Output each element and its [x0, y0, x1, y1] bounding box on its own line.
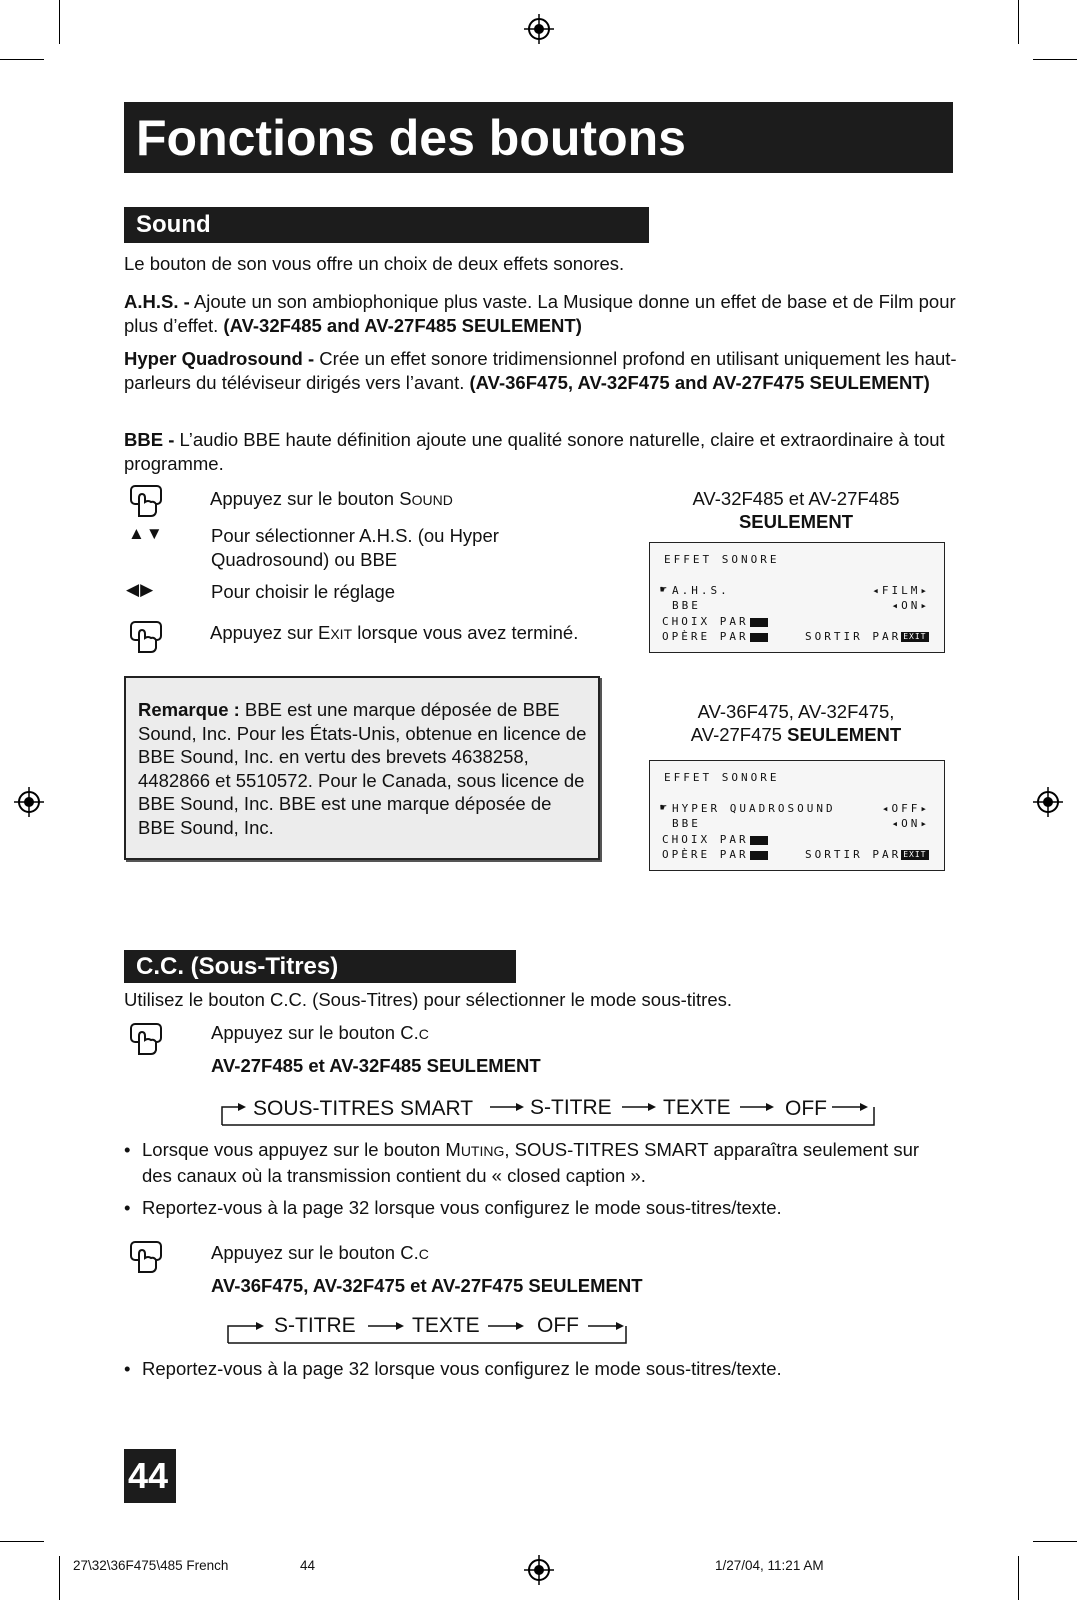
press-button-hand-icon [128, 484, 164, 518]
flow-item: SOUS-TITRES SMART [253, 1097, 474, 1120]
hq-text: Crée un effet sonore tridimensionnel profond en utilisant uniquement les haut-parleurs du téléviseur dirigés vers l’avant. [124, 348, 957, 393]
page-number-badge [124, 1449, 176, 1503]
press-button-hand-icon [128, 1240, 164, 1274]
registration-mark-icon [1033, 787, 1063, 817]
bbe-text: L’audio BBE haute définition ajoute une qualité sonore naturelle, claire et extraordinaire à tout programme. [124, 429, 945, 474]
crop-mark [0, 1541, 44, 1542]
flow-item: S-TITRE [274, 1314, 356, 1337]
ahs-term: A.H.S. - [124, 291, 190, 312]
registration-mark-icon [524, 14, 554, 44]
registration-mark-icon [14, 787, 44, 817]
page-number: 44 [128, 1455, 169, 1496]
sound-intro: Le bouton de son vous offre un choix de deux effets sonores. [124, 253, 625, 274]
section-heading-bar [124, 207, 649, 243]
press-button-hand-icon [128, 620, 164, 654]
bbe-paragraph [124, 428, 964, 475]
menu-pointer-icon: ☛ [660, 583, 670, 596]
crop-mark [1018, 1556, 1019, 1600]
crop-mark [59, 0, 60, 44]
up-down-arrow-icon: ▲▼ [128, 524, 164, 543]
screen-caption: AV-32F485 et AV-27F485 SEULEMENT [692, 488, 900, 532]
crop-mark [0, 59, 44, 60]
hq-term: Hyper Quadrosound - [124, 348, 315, 369]
ahs-text: Ajoute un son ambiophonique plus vaste. La Musique donne un effet de base et de Film pour plus d’effet. [124, 291, 956, 336]
step-press-cc: Appuyez sur le bouton C.C [211, 1022, 429, 1043]
crop-mark [1033, 59, 1077, 60]
page-title: Fonctions des boutons [136, 110, 686, 166]
cc-intro: Utilisez le bouton C.C. (Sous-Titres) pour sélectionner le mode sous-titres. [124, 989, 732, 1010]
crop-mark [59, 1556, 60, 1600]
page-title-bar [124, 102, 953, 173]
step-press-sound: Appuyez sur le bouton SOUND [210, 488, 453, 509]
note-box [124, 676, 600, 860]
section-heading-cc: C.C. (Sous-Titres) [136, 953, 339, 980]
registration-mark-icon [524, 1555, 554, 1585]
step-press-cc: Appuyez sur le bouton C.C [211, 1242, 429, 1263]
left-right-key-icon [750, 633, 768, 642]
tv-menu-screen-hyper-quadrosound: EFFET SONORE ☛ HYPER QUADROSOUND ◂OFF▸ BBE ◂ON▸ CHOIX PAR OPÈRE PAR SORTIR PAR EXIT [649, 760, 945, 871]
step-press-exit: Appuyez sur EXIT lorsque vous avez terminé. [210, 622, 579, 643]
screen-caption: AV-36F475, AV-32F475, AV-27F475 SEULEMENT [690, 701, 902, 745]
flow-item: TEXTE [663, 1096, 731, 1119]
section-heading-sound: Sound [136, 211, 211, 238]
hyper-quadrosound-paragraph [124, 347, 964, 394]
cc-models-1: AV-27F485 et AV-32F485 SEULEMENT [211, 1055, 541, 1076]
step-choose-setting: Pour choisir le réglage [211, 581, 396, 602]
footer-page: 44 [300, 1558, 316, 1573]
left-right-arrow-icon: ◀▶ [126, 580, 155, 599]
ahs-models: (AV-32F485 and AV-27F485 SEULEMENT) [223, 314, 582, 336]
crop-mark [1018, 0, 1019, 44]
tv-menu-screen-ahs: EFFET SONORE ☛ A.H.S. ◂FILM▸ BBE ◂ON▸ CHOIX PAR OPÈRE PAR SORTIR PAR EXIT [649, 542, 945, 653]
section-heading-bar [124, 950, 516, 983]
ahs-paragraph [124, 290, 964, 337]
up-down-key-icon [750, 618, 768, 627]
press-button-hand-icon [128, 1022, 164, 1056]
crop-mark [1033, 1541, 1077, 1542]
footer-file: 27\32\36F475\485 French [73, 1558, 229, 1573]
up-down-key-icon [750, 836, 768, 845]
flow-item: OFF [537, 1314, 579, 1337]
flow-item: TEXTE [412, 1314, 480, 1337]
left-right-key-icon [750, 851, 768, 860]
bbe-term: BBE - [124, 429, 175, 450]
footer-date: 1/27/04, 11:21 AM [715, 1558, 824, 1573]
cc-models-2: AV-36F475, AV-32F475 et AV-27F475 SEULEMENT [211, 1275, 643, 1296]
note-text: Remarque : BBE est une marque déposée de BBE Sound, Inc. Pour les États-Unis, obtenue en licence de BBE Sound, Inc. en vertu des brevets 4638258, 4482866 et 5510572. Pour le Canada, sous licence de BBE Sound, Inc. BBE est une marque déposée de BBE Sound, Inc. [138, 699, 587, 838]
flow-item: OFF [785, 1097, 827, 1120]
hq-models: (AV-36F475, AV-32F475 and AV-27F475 SEULEMENT) [469, 371, 930, 393]
flow-item: S-TITRE [530, 1096, 612, 1119]
menu-pointer-icon: ☛ [660, 801, 670, 814]
step-select-option: Pour sélectionner A.H.S. (ou Hyper Quadrosound) ou BBE [211, 525, 499, 570]
